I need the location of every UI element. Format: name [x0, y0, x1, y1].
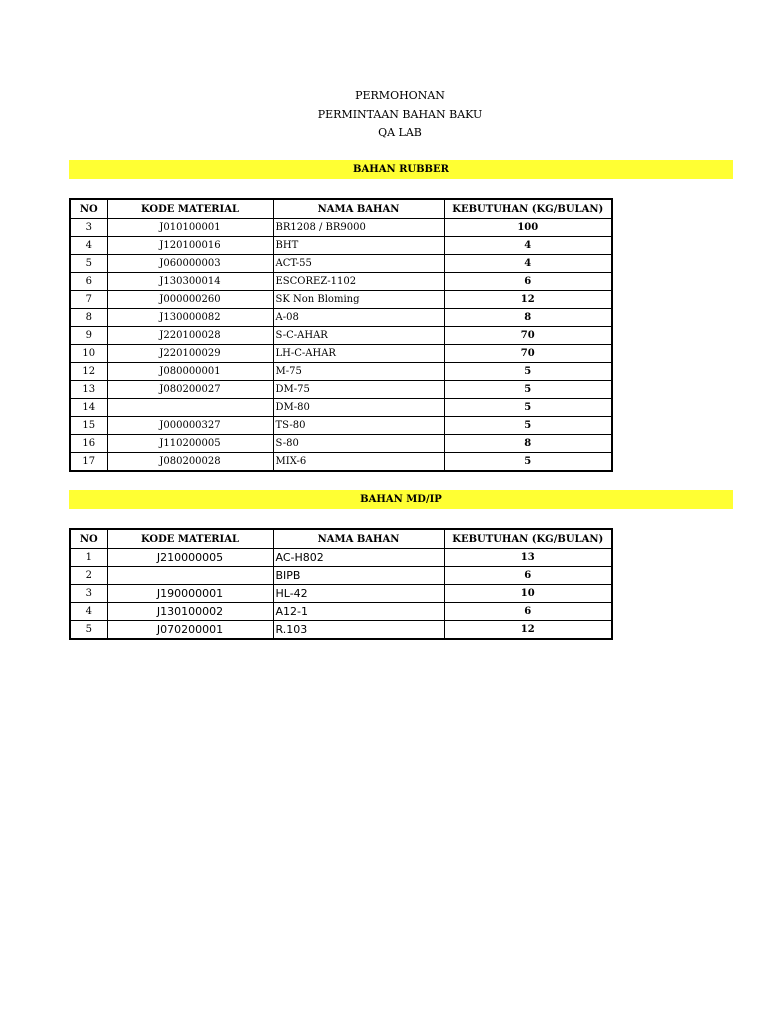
table-row [70, 567, 612, 585]
doc-department: QA LAB [378, 126, 422, 139]
cell-kebutuhan: 6 [444, 273, 612, 291]
cell-nama-bahan: BIPB [273, 567, 444, 585]
table-row [70, 621, 612, 640]
cell-kebutuhan: 6 [444, 567, 612, 585]
table-row [70, 363, 612, 381]
cell-kode-material: J130000082 [107, 309, 273, 327]
cell-no: 4 [70, 237, 107, 255]
cell-nama-bahan: S-C-AHAR [273, 327, 444, 345]
cell-nama-bahan: BR1208 / BR9000 [273, 219, 444, 237]
cell-nama-bahan: BHT [273, 237, 444, 255]
cell-kebutuhan: 70 [444, 345, 612, 363]
cell-kode-material [107, 399, 273, 417]
cell-kode-material: J130100002 [107, 603, 273, 621]
cell-kebutuhan: 5 [444, 399, 612, 417]
cell-nama-bahan: ACT-55 [273, 255, 444, 273]
col-header-no: NO [70, 199, 107, 219]
cell-kebutuhan: 5 [444, 417, 612, 435]
cell-no: 9 [70, 327, 107, 345]
cell-no: 6 [70, 273, 107, 291]
mdip-table [69, 528, 613, 640]
cell-kebutuhan: 5 [444, 363, 612, 381]
cell-kebutuhan: 6 [444, 603, 612, 621]
table-row [70, 585, 612, 603]
section-header-mdip [69, 490, 733, 509]
cell-kode-material: J130300014 [107, 273, 273, 291]
cell-nama-bahan: AC-H802 [273, 549, 444, 567]
cell-kode-material [107, 567, 273, 585]
cell-kebutuhan: 12 [444, 291, 612, 309]
cell-no: 2 [70, 567, 107, 585]
cell-no: 5 [70, 621, 107, 640]
cell-kode-material: J070200001 [107, 621, 273, 640]
cell-kebutuhan: 13 [444, 549, 612, 567]
table-row [70, 345, 612, 363]
table-row [70, 255, 612, 273]
cell-nama-bahan: DM-75 [273, 381, 444, 399]
cell-nama-bahan: LH-C-AHAR [273, 345, 444, 363]
cell-no: 12 [70, 363, 107, 381]
cell-nama-bahan: DM-80 [273, 399, 444, 417]
doc-title: PERMOHONAN [355, 89, 445, 102]
cell-kode-material: J220100029 [107, 345, 273, 363]
cell-nama-bahan: HL-42 [273, 585, 444, 603]
cell-kebutuhan: 100 [444, 219, 612, 237]
section-header-rubber [69, 160, 733, 179]
table-row [70, 603, 612, 621]
table-header-row [70, 199, 612, 219]
table-row [70, 549, 612, 567]
table-row [70, 399, 612, 417]
cell-kebutuhan: 4 [444, 255, 612, 273]
cell-kode-material: J080200028 [107, 453, 273, 472]
cell-nama-bahan: R.103 [273, 621, 444, 640]
table-row [70, 309, 612, 327]
cell-no: 4 [70, 603, 107, 621]
col-header-no: NO [70, 529, 107, 549]
cell-no: 8 [70, 309, 107, 327]
col-header-nama: NAMA BAHAN [273, 199, 444, 219]
rubber-table [69, 198, 613, 472]
cell-no: 15 [70, 417, 107, 435]
table-row [70, 417, 612, 435]
cell-kode-material: J210000005 [107, 549, 273, 567]
col-header-kode: KODE MATERIAL [107, 199, 273, 219]
col-header-kebutuhan: KEBUTUHAN (KG/BULAN) [444, 199, 612, 219]
table-row [70, 453, 612, 472]
cell-kode-material: J120100016 [107, 237, 273, 255]
cell-kode-material: J000000260 [107, 291, 273, 309]
cell-nama-bahan: ESCOREZ-1102 [273, 273, 444, 291]
table-header-row [70, 529, 612, 549]
section-title-mdip: BAHAN MD/IP [360, 494, 442, 505]
cell-kebutuhan: 5 [444, 381, 612, 399]
cell-kebutuhan: 5 [444, 453, 612, 472]
table-row [70, 327, 612, 345]
cell-no: 3 [70, 219, 107, 237]
table-row [70, 273, 612, 291]
cell-nama-bahan: SK Non Bloming [273, 291, 444, 309]
table-row [70, 291, 612, 309]
cell-kebutuhan: 4 [444, 237, 612, 255]
cell-no: 13 [70, 381, 107, 399]
cell-kode-material: J000000327 [107, 417, 273, 435]
cell-nama-bahan: MIX-6 [273, 453, 444, 472]
cell-nama-bahan: M-75 [273, 363, 444, 381]
cell-kode-material: J220100028 [107, 327, 273, 345]
cell-kebutuhan: 8 [444, 309, 612, 327]
cell-no: 16 [70, 435, 107, 453]
cell-kebutuhan: 70 [444, 327, 612, 345]
cell-kode-material: J010100001 [107, 219, 273, 237]
table-row [70, 237, 612, 255]
cell-no: 14 [70, 399, 107, 417]
cell-no: 7 [70, 291, 107, 309]
cell-nama-bahan: A-08 [273, 309, 444, 327]
cell-kode-material: J080000001 [107, 363, 273, 381]
cell-kode-material: J190000001 [107, 585, 273, 603]
cell-no: 3 [70, 585, 107, 603]
cell-nama-bahan: S-80 [273, 435, 444, 453]
doc-subtitle: PERMINTAAN BAHAN BAKU [317, 108, 483, 121]
cell-kebutuhan: 10 [444, 585, 612, 603]
col-header-nama: NAMA BAHAN [273, 529, 444, 549]
col-header-kebutuhan: KEBUTUHAN (KG/BULAN) [444, 529, 612, 549]
cell-no: 5 [70, 255, 107, 273]
cell-kode-material: J110200005 [107, 435, 273, 453]
cell-no: 17 [70, 453, 107, 472]
table-row [70, 435, 612, 453]
cell-kode-material: J060000003 [107, 255, 273, 273]
cell-kebutuhan: 8 [444, 435, 612, 453]
col-header-kode: KODE MATERIAL [107, 529, 273, 549]
cell-nama-bahan: TS-80 [273, 417, 444, 435]
section-title-rubber: BAHAN RUBBER [353, 164, 449, 175]
table-row [70, 381, 612, 399]
cell-no: 10 [70, 345, 107, 363]
cell-nama-bahan: A12-1 [273, 603, 444, 621]
table-row [70, 219, 612, 237]
cell-kode-material: J080200027 [107, 381, 273, 399]
cell-no: 1 [70, 549, 107, 567]
cell-kebutuhan: 12 [444, 621, 612, 640]
